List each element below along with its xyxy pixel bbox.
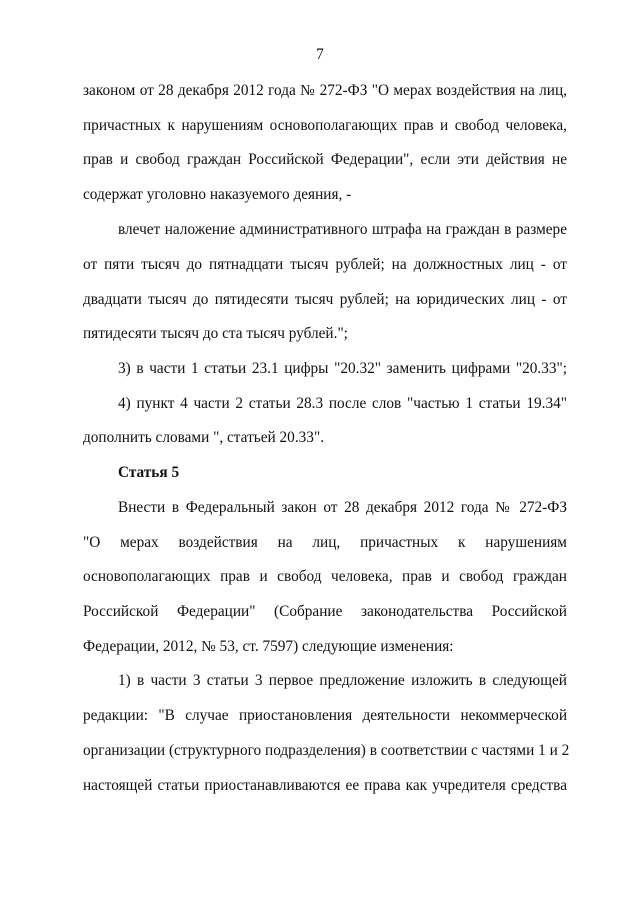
text-line: от пяти тысяч до пятнадцати тысяч рублей; на должностных лиц - от (83, 256, 567, 273)
text-line: двадцати тысяч до пятидесяти тысяч рублей; на юридических лиц - от (83, 291, 567, 308)
text-line: "О мерах воздействия на лиц, причастных к нарушениям (83, 534, 567, 551)
text-line: содержат уголовно наказуемого деяния, - (83, 186, 352, 203)
text-line: основополагающих прав и свобод человека, прав и свобод граждан (83, 568, 567, 585)
text-line: 3) в части 1 статьи 23.1 цифры "20.32" заменить цифрами "20.33"; (118, 360, 567, 377)
text-line: Российской Федерации" (Собрание законодательства Российской (83, 603, 567, 620)
text-line: причастных к нарушениям основополагающих прав и свобод человека, (83, 117, 567, 134)
article-heading: Статья 5 (118, 464, 180, 481)
text-line: законом от 28 декабря 2012 года № 272-ФЗ "О мерах воздействия на лиц, (83, 82, 567, 99)
text-line: редакции: "В случае приостановления деятельности некоммерческой (83, 707, 567, 724)
text-line: Внести в Федеральный закон от 28 декабря 2012 года № 272-ФЗ (118, 499, 567, 516)
text-line: 4) пункт 4 части 2 статьи 28.3 после слов "частью 1 статьи 19.34" (118, 395, 567, 412)
text-line: Федерации, 2012, № 53, ст. 7597) следующие изменения: (83, 638, 454, 655)
page-number: 7 (316, 46, 324, 63)
text-line: дополнить словами ", статьей 20.33". (83, 429, 325, 446)
text-line: прав и свобод граждан Российской Федерации", если эти действия не (83, 151, 567, 168)
text-line: организации (структурного подразделения) в соответствии с частями 1 и 2 (83, 742, 570, 759)
text-line: влечет наложение административного штрафа на граждан в размере (118, 221, 567, 238)
text-line: настоящей статьи приостанавливаются ее права как учредителя средства (83, 777, 567, 794)
text-line: пятидесяти тысяч до ста тысяч рублей."; (83, 325, 348, 342)
text-line: 1) в части 3 статьи 3 первое предложение изложить в следующей (118, 672, 567, 689)
